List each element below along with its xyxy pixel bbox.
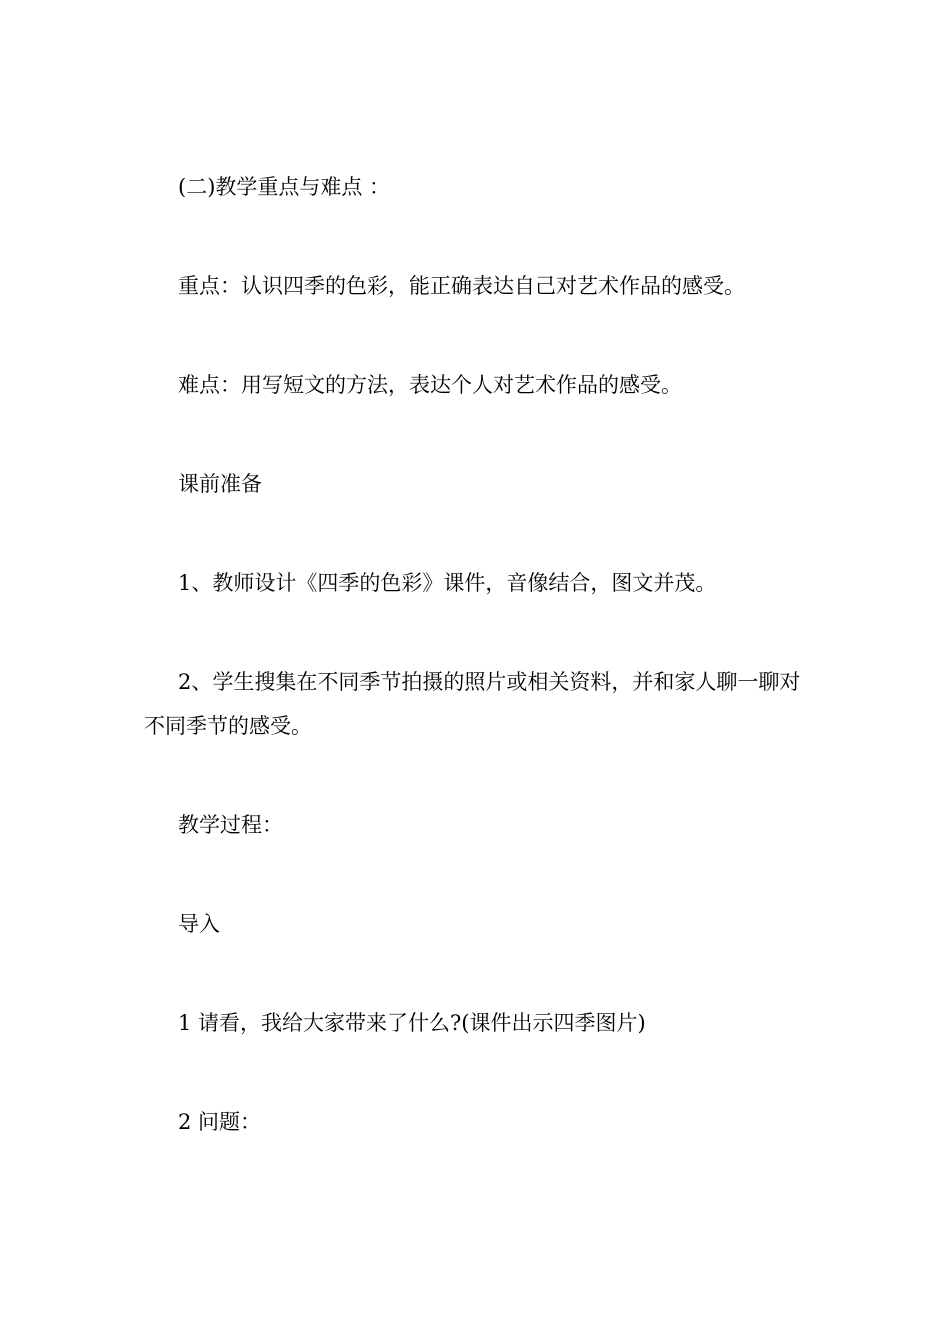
paragraph-text: 导入 xyxy=(178,912,220,936)
paragraph-preparation-item-2 xyxy=(144,660,814,748)
paragraph-text: 1 请看，我给大家带来了什么?(课件出示四季图片) xyxy=(178,1011,646,1035)
paragraph-text: 教学过程： xyxy=(178,813,283,837)
paragraph-introduction-item-2 xyxy=(144,1100,814,1144)
paragraph-introduction-heading xyxy=(144,902,814,946)
paragraph-text: 2 问题： xyxy=(178,1110,262,1134)
paragraph-text: 难点：用写短文的方法，表达个人对艺术作品的感受。 xyxy=(178,373,682,397)
paragraph-text: 课前准备 xyxy=(178,472,262,496)
paragraph-preparation-item-1 xyxy=(144,561,814,605)
paragraph-preparation-heading xyxy=(144,462,814,506)
paragraph-introduction-item-1 xyxy=(144,1001,814,1045)
paragraph-text: 2、学生搜集在不同季节拍摄的照片或相关资料，并和家人聊一聊对不同季节的感受。 xyxy=(144,670,801,738)
paragraph-process-heading xyxy=(144,803,814,847)
paragraph-difficult-point xyxy=(144,363,814,407)
paragraph-text: 重点：认识四季的色彩，能正确表达自己对艺术作品的感受。 xyxy=(178,274,745,298)
paragraph-key-points-heading xyxy=(144,165,814,209)
paragraph-key-point xyxy=(144,264,814,308)
paragraph-text: (二)教学重点与难点 ： xyxy=(178,175,391,199)
paragraph-text: 1、教师设计《四季的色彩》课件，音像结合，图文并茂。 xyxy=(178,571,717,595)
